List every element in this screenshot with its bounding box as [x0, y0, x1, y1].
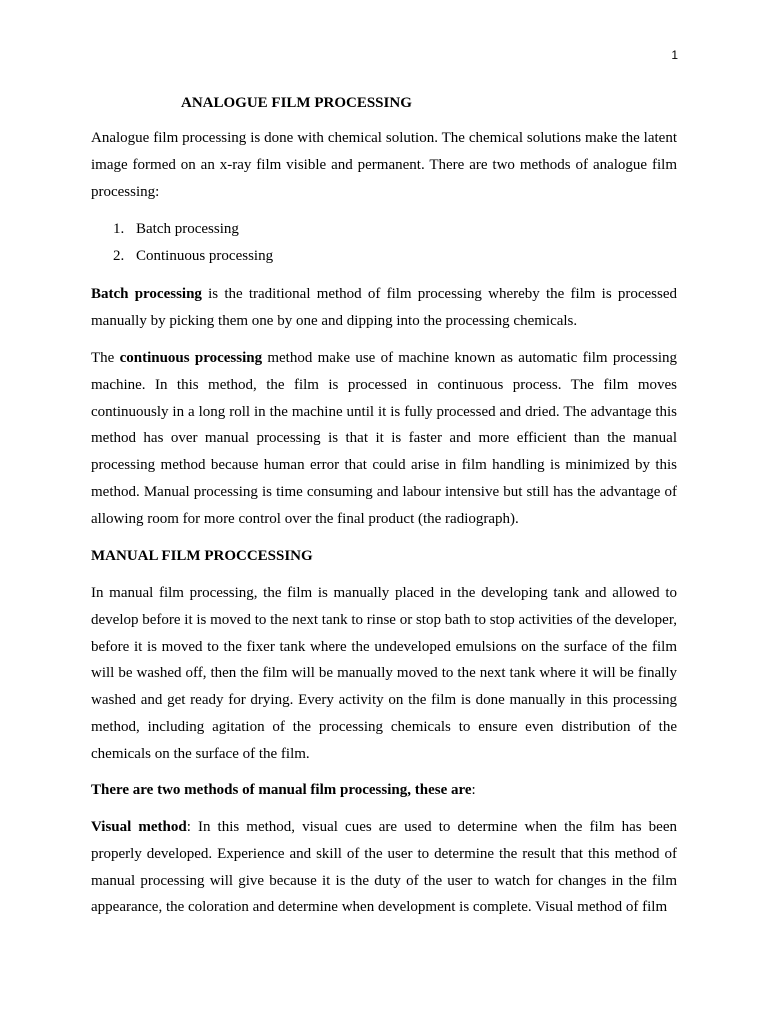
visual-method-term: Visual method — [91, 819, 187, 835]
page-number: 1 — [671, 48, 678, 62]
two-methods-heading-bold: There are two methods of manual film processing, these are — [91, 782, 472, 798]
processing-methods-list — [91, 216, 677, 270]
manual-processing-paragraph: In manual film processing, the film is manually placed in the developing tank and allowed to develop before it is moved to the next tank to rinse or stop bath to stop activities of the developer, before it is moved to the fixer tank where the undeveloped emulsions on the surface of the film will be washed off, then the film will be manually moved to the next tank where it will be finally washed and get ready for drying. Every activity on the film is done manually in this processing method, including agitation of the processing chemicals to ensure even distribution of the chemicals on the surface of the film. — [91, 585, 677, 762]
visual-method-text: : In this method, visual cues are used to determine when the film has been properly developed. Experience and skill of the user to determine the result that this method of manual processing will give because it is the duty of the user to watch for changes in the film appearance, the coloration and determine when development is complete. Visual method of film — [91, 819, 677, 916]
two-methods-heading-colon: : — [471, 782, 476, 798]
intro-paragraph: Analogue film processing is done with chemical solution. The chemical solutions make the latent image formed on an x-ray film visible and permanent. There are two methods of analogue film processing: — [91, 130, 677, 200]
continuous-processing-lead: The — [91, 350, 120, 366]
continuous-processing-paragraph — [91, 345, 677, 533]
batch-processing-text: is the traditional method of film processing whereby the film is processed manually by picking them one by one and dipping into the processing chemicals. — [91, 286, 678, 329]
list-item-label: Batch processing — [136, 221, 239, 237]
list-item-label: Continuous processing — [136, 247, 274, 264]
batch-processing-term: Batch processing — [91, 286, 202, 302]
two-methods-heading — [91, 780, 476, 800]
list-item — [91, 216, 677, 243]
document-title: ANALOGUE FILM PROCESSING — [181, 95, 412, 111]
continuous-processing-term: continuous processing — [119, 350, 263, 366]
continuous-processing-text: method make use of machine known as automatic film processing machine. In this method, the film is processed in continuous process. The film moves continuously in a long roll in the machine until it is fully processed and dried. The advantage this method has over manual processing is that it is faster and more efficient than the manual processing method because human error that could arise in film handling is minimized by this method. Manual processing is time consuming and labour intensive but still has the advantage of allowing room for more control over the final product (the radiograph). — [91, 350, 677, 527]
list-item-number: 1. — [113, 221, 125, 237]
batch-processing-paragraph — [91, 281, 677, 335]
visual-method-paragraph — [91, 814, 677, 921]
manual-processing-heading: MANUAL FILM PROCCESSING — [91, 548, 313, 564]
list-item — [91, 243, 677, 270]
list-item-number: 2. — [113, 247, 125, 264]
